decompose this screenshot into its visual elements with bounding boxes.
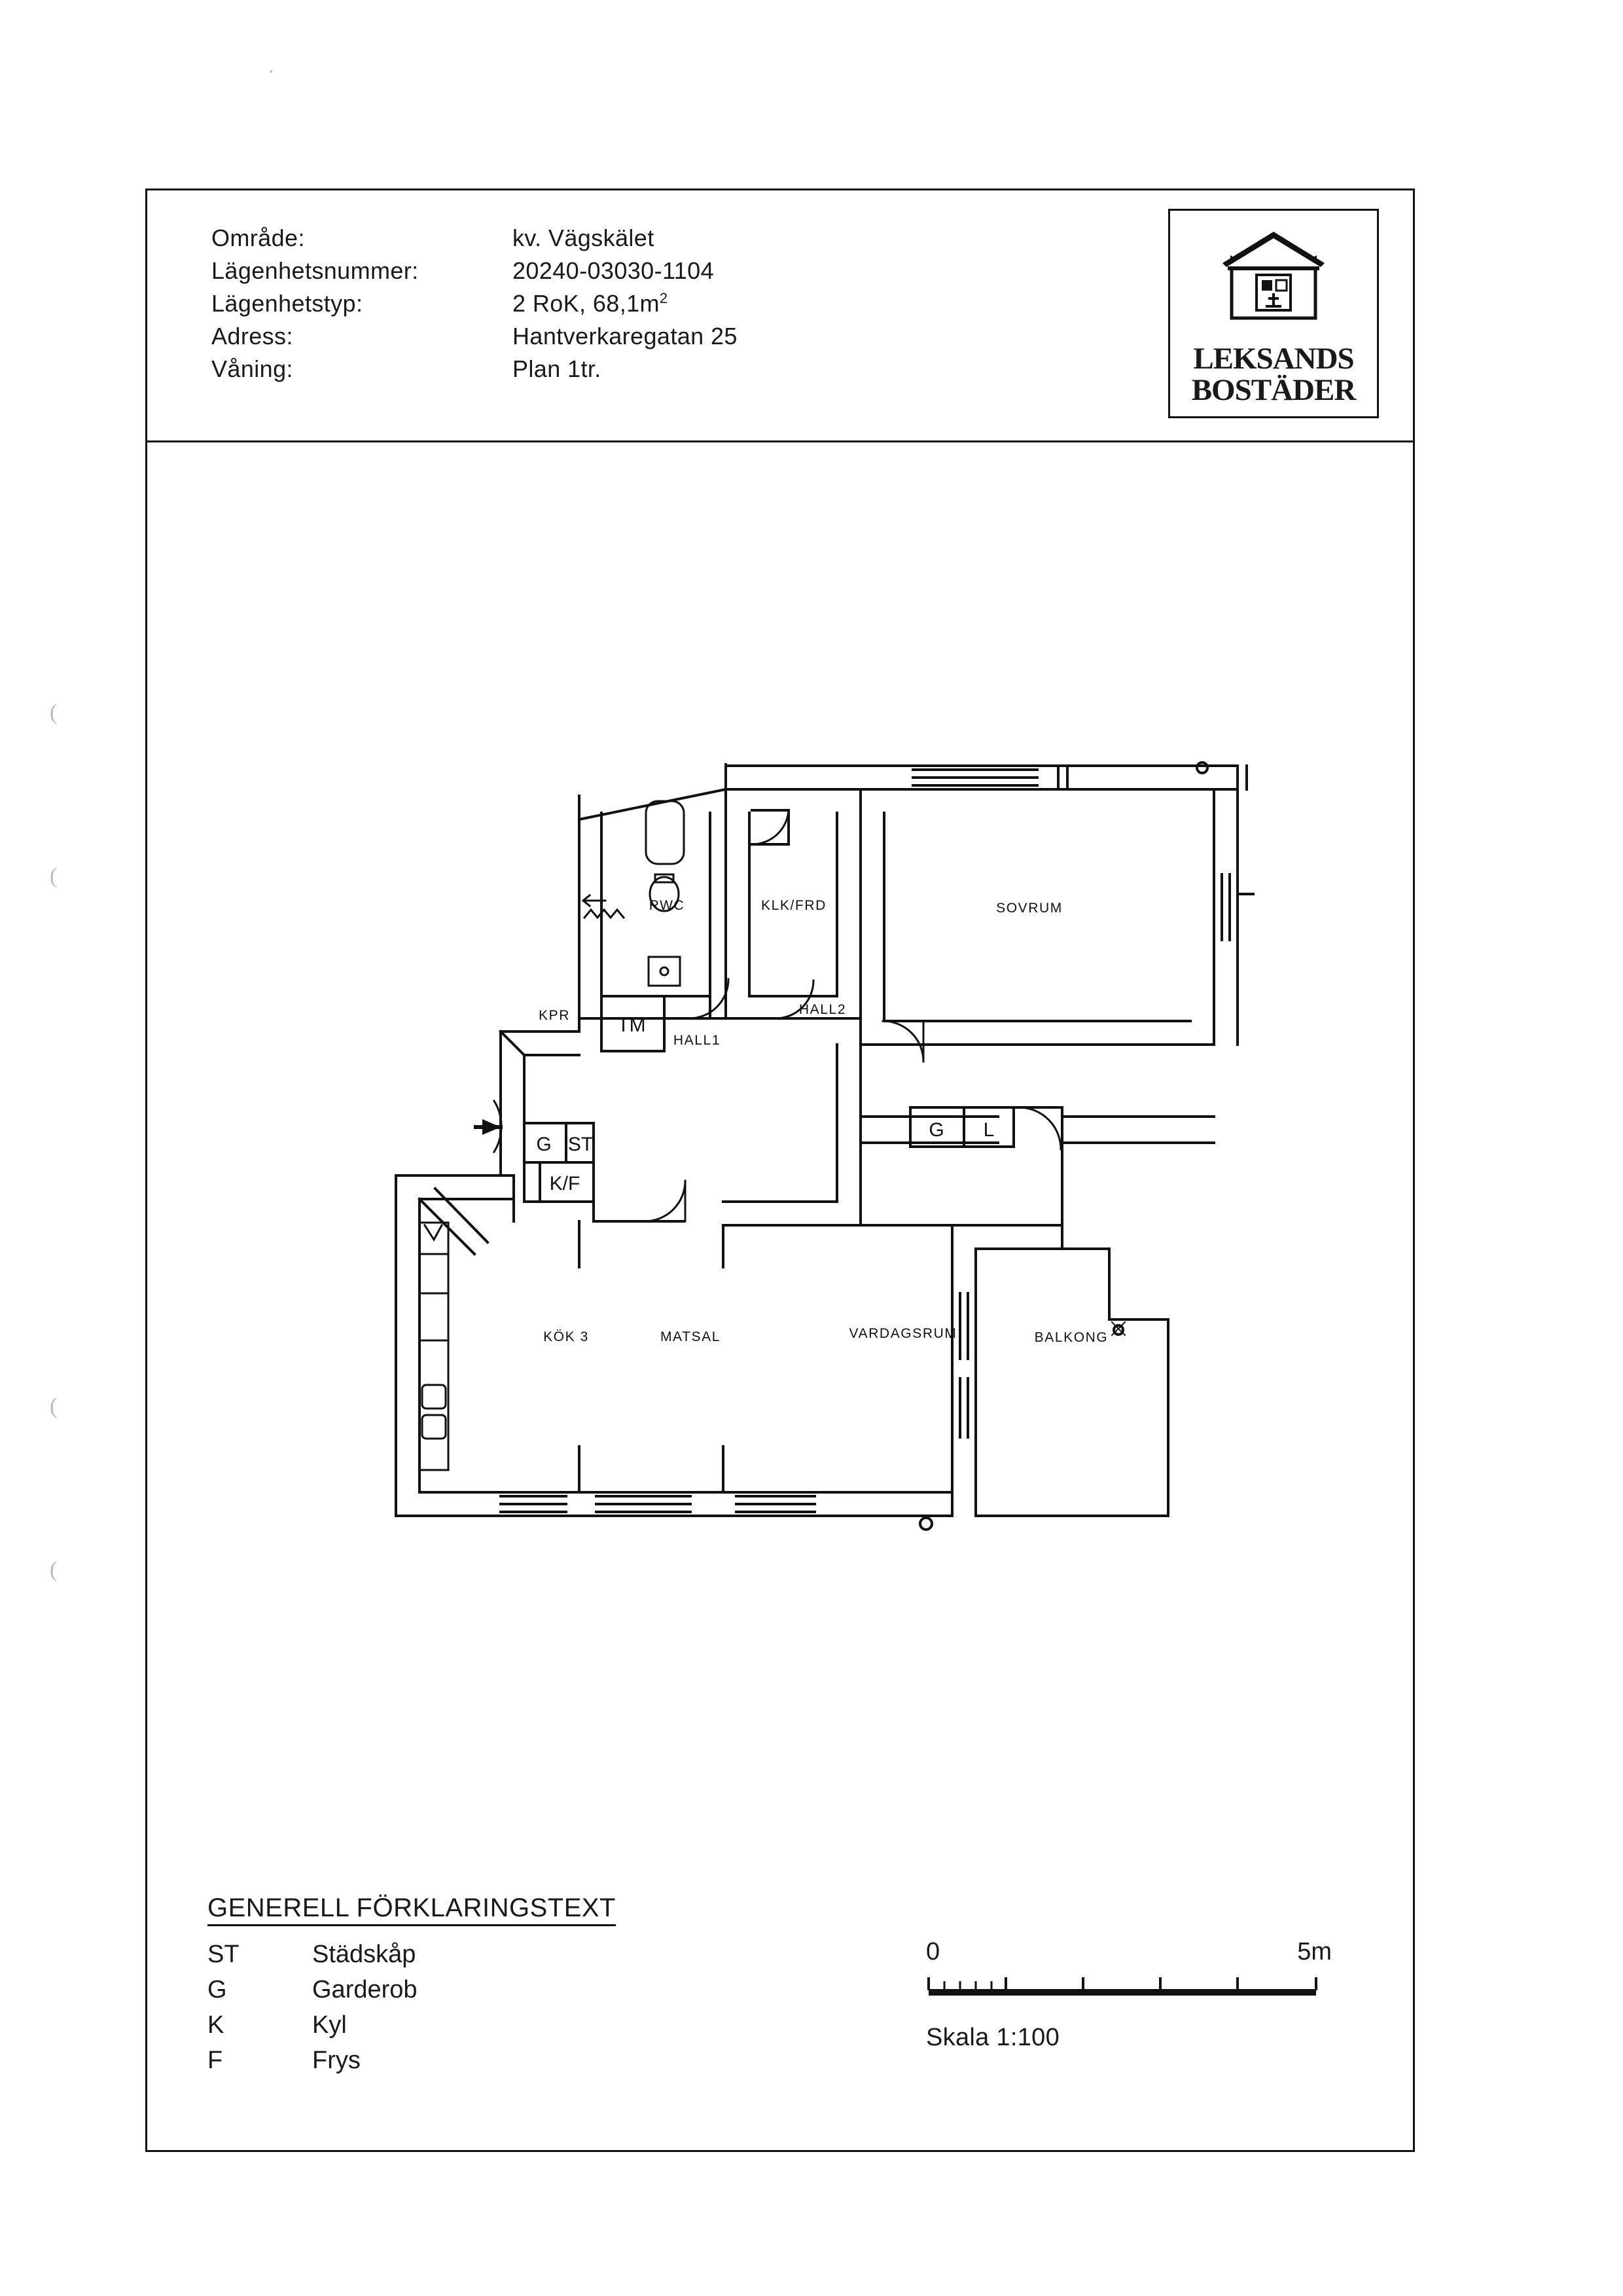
title-field-list (211, 222, 738, 386)
logo-line-2: BOSTÄDER (1191, 373, 1356, 407)
title-block (147, 190, 1413, 442)
scan-artifact: ( (50, 700, 58, 725)
legend-row (207, 2007, 418, 2043)
label-omrade: Område: (211, 224, 305, 251)
closet-tag-g-hall1: G (536, 1134, 552, 1155)
legend-text-g: Garderob (312, 1976, 418, 2003)
label-vaning: Våning: (211, 355, 293, 382)
scale-caption: Skala 1:100 (926, 2024, 1060, 2051)
company-logo (1168, 209, 1379, 418)
closet-tag-kf: K/F (549, 1173, 580, 1194)
value-vaning: Plan 1tr. (512, 355, 601, 382)
closet-tag-g-hall2: G (929, 1119, 944, 1141)
title-row-area (211, 222, 738, 255)
value-lagenhetstyp-text: 2 RoK, 68,1m (512, 290, 660, 317)
legend-abbr-k: K (207, 2011, 224, 2039)
title-row-apartment-type (211, 287, 738, 320)
scan-artifact: ( (50, 864, 58, 888)
scale-start-label: 0 (926, 1938, 940, 1965)
room-label-kpr: KPR (539, 1008, 570, 1023)
room-label-rwc: RWC (649, 898, 685, 913)
room-label-kok: KÖK 3 (543, 1329, 589, 1344)
label-lagenhetsnummer: Lägenhetsnummer: (211, 257, 419, 284)
scale-end-labels (926, 1938, 1332, 1968)
room-label-hall1: HALL1 (673, 1033, 721, 1048)
room-label-balkong: BALKONG (1034, 1330, 1109, 1345)
legend-abbr-st: ST (207, 1941, 240, 1968)
room-label-matsal: MATSAL (660, 1329, 721, 1344)
logo-wordmark (1170, 343, 1377, 406)
legend-text-st: Städskåp (312, 1941, 416, 1968)
legend-row (207, 2043, 418, 2078)
logo-line-1: LEKSANDS (1193, 342, 1354, 376)
label-adress: Adress: (211, 323, 293, 350)
title-row-apartment-number (211, 255, 738, 287)
drawing-sheet (145, 188, 1415, 2152)
legend-title: GENERELL FÖRKLARINGSTEXT (207, 1893, 616, 1926)
legend (207, 1893, 744, 2078)
legend-row (207, 1972, 418, 2007)
room-label-vardagsrum: VARDAGSRUM (849, 1326, 957, 1341)
floor-plan (147, 442, 1413, 1948)
legend-abbr-f: F (207, 2047, 223, 2074)
value-lagenhetsnummer: 20240-03030-1104 (512, 257, 715, 284)
closet-tag-l-hall2: L (983, 1119, 995, 1141)
value-lagenhetstyp (512, 287, 738, 320)
scale-bar (926, 1938, 1332, 2052)
house-with-crest-icon (1215, 226, 1332, 328)
room-label-hall2: HALL2 (798, 1002, 847, 1017)
room-label-klk-frd: KLK/FRD (761, 898, 827, 913)
value-adress: Hantverkaregatan 25 (512, 323, 738, 350)
title-row-floor (211, 353, 738, 386)
closet-tag-tm: TM (617, 1014, 646, 1036)
value-lagenhetstyp-superscript: 2 (659, 290, 668, 306)
scale-bar-graphic (926, 1968, 1319, 2003)
legend-text-f: Frys (312, 2047, 361, 2074)
legend-abbr-g: G (207, 1976, 227, 2003)
scan-artifact: ( (50, 1558, 58, 1582)
title-row-address (211, 320, 738, 353)
value-omrade: kv. Vägskälet (512, 224, 654, 251)
scan-artifact: . (268, 54, 274, 78)
legend-row (207, 1937, 418, 1972)
scale-end-label: 5m (1297, 1938, 1332, 1965)
scan-artifact: ( (50, 1394, 58, 1418)
room-label-sovrum: SOVRUM (996, 901, 1063, 916)
closet-tag-st: ST (567, 1134, 594, 1155)
floor-plan-drawing (147, 442, 1413, 1948)
label-lagenhetstyp: Lägenhetstyp: (211, 290, 363, 317)
legend-text-k: Kyl (312, 2011, 347, 2039)
